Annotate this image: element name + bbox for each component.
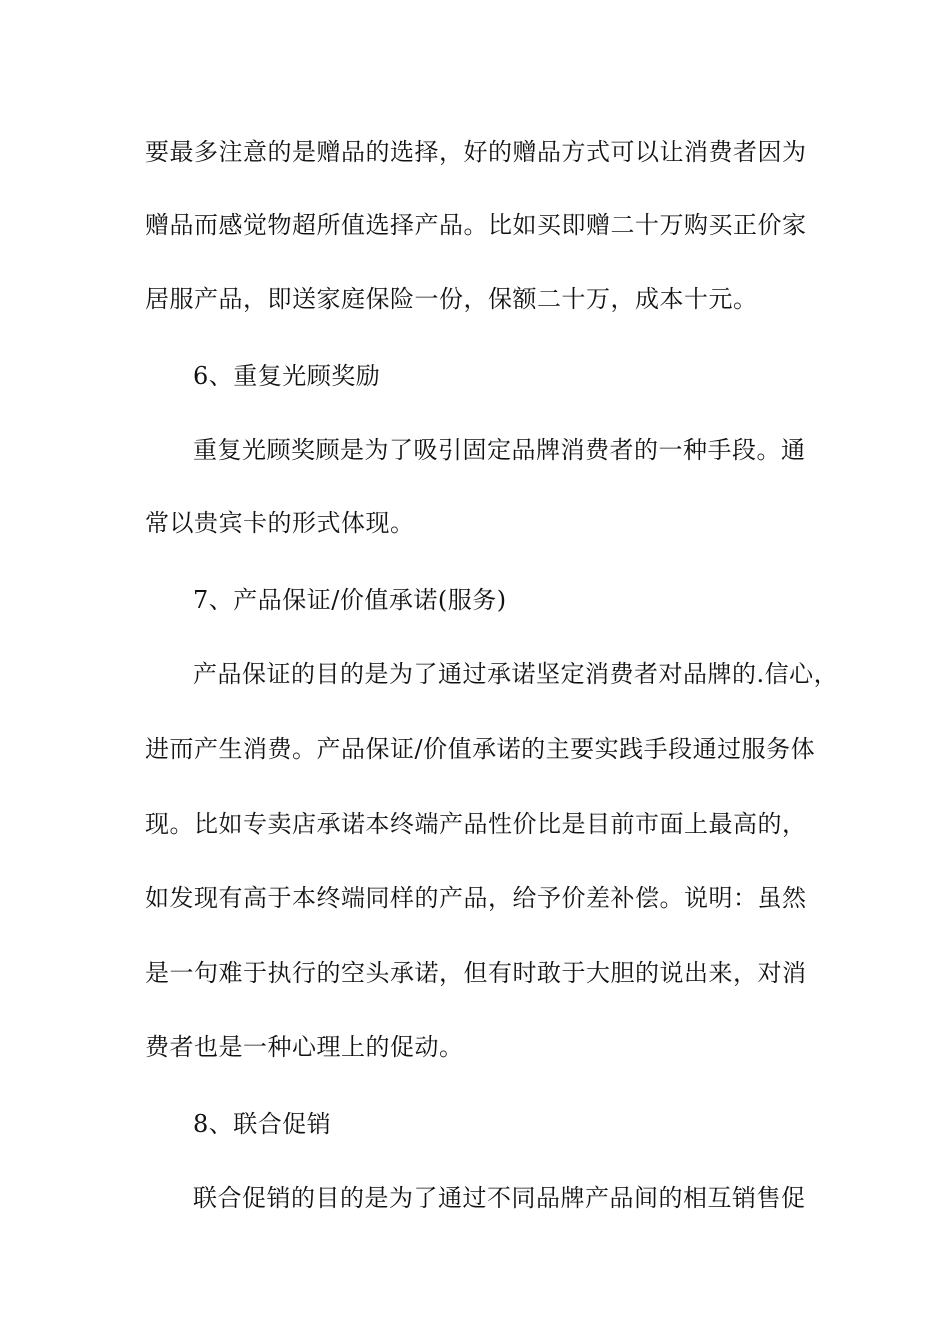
section-heading: 8、联合促销	[193, 1110, 332, 1138]
paragraph-line: 联合促销的目的是为了通过不同品牌产品间的相互销售促	[193, 1184, 806, 1212]
paragraph-line: 产品保证的目的是为了通过承诺坚定消费者对品牌的.信心，	[193, 660, 839, 688]
paragraph-line: 要最多注意的是赠品的选择，好的赠品方式可以让消费者因为	[145, 138, 807, 166]
paragraph-line: 进而产生消费。产品保证/价值承诺的主要实践手段通过服务体	[145, 735, 816, 763]
paragraph-line: 赠品而感觉物超所值选择产品。比如买即赠二十万购买正价家	[145, 211, 807, 239]
paragraph-line: 是一句难于执行的空头承诺，但有时敢于大胆的说出来，对消	[145, 959, 807, 987]
section-heading: 7、产品保证/价值承诺(服务)	[193, 586, 507, 614]
section-heading: 6、重复光顾奖励	[193, 362, 381, 390]
paragraph-line: 如发现有高于本终端同样的产品，给予价差补偿。说明：虽然	[145, 884, 807, 912]
paragraph-line: 常以贵宾卡的形式体现。	[145, 509, 415, 537]
paragraph-line: 居服产品，即送家庭保险一份，保额二十万，成本十元。	[145, 285, 758, 313]
paragraph-line: 费者也是一种心理上的促动。	[145, 1033, 464, 1061]
paragraph-line: 重复光顾奖顾是为了吸引固定品牌消费者的一种手段。通	[193, 436, 806, 464]
paragraph-line: 现。比如专卖店承诺本终端产品性价比是目前市面上最高的，	[145, 810, 807, 838]
